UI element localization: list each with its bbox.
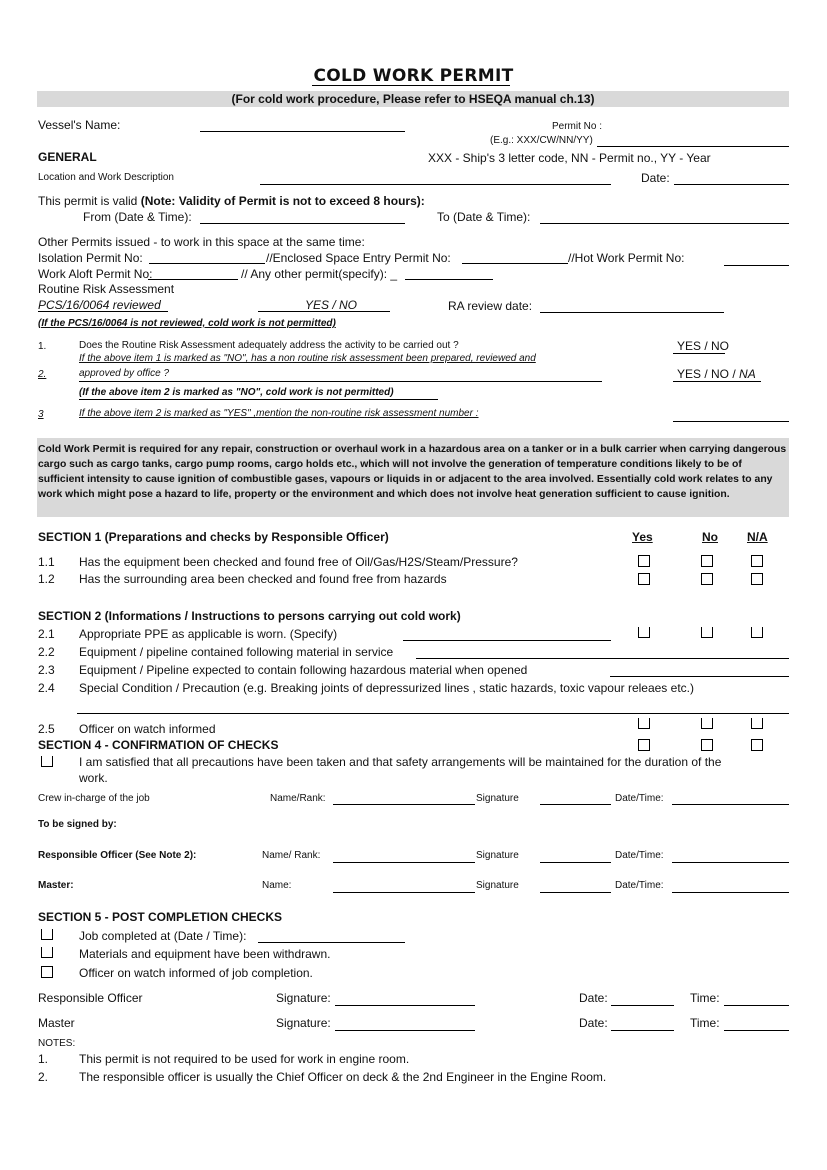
s2-item-text: Officer on watch informed [79, 722, 216, 736]
title-underline [312, 85, 510, 86]
valid-label: This permit is valid (Note: Validity of Permit is not to exceed 8 hours): [38, 194, 425, 208]
note-text: The responsible officer is usually the Chief Officer on deck & the 2nd Engineer in the Engine Room. [79, 1070, 607, 1084]
resp-name-rank-field[interactable] [333, 862, 475, 863]
q1-answer[interactable]: YES / NO [677, 339, 730, 353]
resp-datetime-field[interactable] [672, 862, 789, 863]
q2-note-underline [79, 399, 438, 400]
s2-item-number: 2.2 [38, 645, 55, 659]
master-datetime-label: Date/Time: [615, 880, 664, 891]
col-no-header: No [702, 530, 718, 544]
q3-text: If the above item 2 is marked as "YES" ,mention the non-routine risk assessment number : [79, 408, 479, 419]
crew-datetime-field[interactable] [672, 804, 789, 805]
s4-no-checkbox[interactable] [701, 739, 713, 751]
master-name-field[interactable] [333, 892, 475, 893]
ppe-field[interactable] [403, 640, 611, 641]
section2-title: SECTION 2 (Informations / Instructions to persons carrying out cold work) [38, 609, 461, 623]
master-name-label: Name: [262, 880, 292, 891]
col-yes-header: Yes [632, 530, 653, 544]
note-text: This permit is not required to be used for work in engine room. [79, 1052, 410, 1066]
crew-datetime-label: Date/Time: [615, 793, 664, 804]
pcs-yes-no-underline [258, 311, 390, 312]
oow-informed-label: Officer on watch informed of job completion. [79, 966, 313, 980]
from-label: From (Date & Time): [83, 210, 192, 224]
subtitle: (For cold work procedure, Please refer to HSEQA manual ch.13) [231, 92, 595, 106]
master-signature-field[interactable] [540, 892, 611, 893]
section1-title: SECTION 1 (Preparations and checks by Responsible Officer) [38, 530, 389, 544]
other-permits-intro: Other Permits issued - to work in this space at the same time: [38, 235, 365, 249]
q2-answer[interactable]: YES / NO / NA [677, 367, 756, 381]
s2-item-text: Equipment / Pipeline expected to contain following hazardous material when opened [79, 663, 528, 677]
confirmation-checkbox[interactable] [41, 756, 53, 767]
master-signature-label: Signature [476, 880, 519, 891]
job-completed-checkbox[interactable] [41, 929, 53, 940]
s2-item-number: 2.5 [38, 722, 55, 736]
permit-no-field[interactable] [597, 146, 789, 147]
q2-answer-underline [673, 381, 761, 382]
q2-note: (If the above item 2 is marked as "NO", cold work is not permitted) [79, 387, 394, 398]
s5-master-label: Master [38, 1016, 75, 1030]
pcs-reviewed-label: PCS/16/0064 reviewed [38, 298, 161, 312]
s1-item-text: Has the surrounding area been checked and found free from hazards [79, 572, 447, 586]
pcs-note: (If the PCS/16/0064 is not reviewed, cold work is not permitted) [38, 318, 336, 329]
enclosed-field[interactable] [462, 263, 568, 264]
s2-5-yes-checkbox[interactable] [638, 718, 650, 729]
s1-item-number: 1.1 [38, 555, 55, 569]
to-label: To (Date & Time): [437, 210, 531, 224]
confirmation-statement-cont: work. [79, 771, 108, 785]
crew-name-rank-label: Name/Rank: [270, 793, 326, 804]
notes-label: NOTES: [38, 1038, 76, 1049]
isolation-label: Isolation Permit No: [38, 251, 143, 265]
s1-2-yes-checkbox[interactable] [638, 573, 650, 585]
crew-signature-field[interactable] [540, 804, 611, 805]
s5-master-signature-label: Signature: [276, 1016, 331, 1030]
aloft-label: Work Aloft Permit No: [38, 267, 153, 281]
s1-2-no-checkbox[interactable] [701, 573, 713, 585]
col-na-header: N/A [747, 530, 768, 544]
s1-1-no-checkbox[interactable] [701, 555, 713, 567]
resp-signature-field[interactable] [540, 862, 611, 863]
s1-1-na-checkbox[interactable] [751, 555, 763, 567]
s2-5-no-checkbox[interactable] [701, 718, 713, 729]
hotwork-label: //Hot Work Permit No: [568, 251, 685, 265]
oow-informed-checkbox[interactable] [41, 966, 53, 978]
materials-withdrawn-checkbox[interactable] [41, 947, 53, 958]
s2-item-text: Appropriate PPE as applicable is worn. (Specify) [79, 627, 338, 641]
s5-resp-signature-label: Signature: [276, 991, 331, 1005]
permit-no-example: (E.g.: XXX/CW/NN/YY) [490, 135, 593, 146]
s1-item-number: 1.2 [38, 572, 55, 586]
s2-item-number: 2.1 [38, 627, 55, 641]
enclosed-label: //Enclosed Space Entry Permit No: [266, 251, 451, 265]
location-label: Location and Work Description [38, 172, 174, 183]
permit-code-hint: XXX - Ship's 3 letter code, NN - Permit no., YY - Year [428, 151, 711, 165]
s2-item-number: 2.4 [38, 681, 55, 695]
material-in-service-field[interactable] [416, 658, 789, 659]
pcs-reviewed-underline [38, 311, 168, 312]
resp-officer-label: Responsible Officer (See Note 2): [38, 850, 197, 861]
aloft-field[interactable] [148, 279, 238, 280]
s2-5-na-checkbox[interactable] [751, 718, 763, 729]
permit-no-label: Permit No : [552, 121, 603, 132]
s2-1-na-checkbox[interactable] [751, 627, 763, 638]
any-other-field[interactable] [405, 279, 493, 280]
s5-resp-date-field[interactable] [611, 1005, 674, 1006]
s5-master-date-field[interactable] [611, 1030, 674, 1031]
s5-resp-time-label: Time: [690, 991, 720, 1005]
date-field[interactable] [674, 184, 789, 185]
date-label: Date: [641, 171, 670, 185]
master-datetime-field[interactable] [672, 892, 789, 893]
crew-signature-label: Signature [476, 793, 519, 804]
crew-name-rank-field[interactable] [333, 804, 475, 805]
to-field[interactable] [540, 223, 789, 224]
page-title: COLD WORK PERMIT [313, 66, 514, 86]
s5-master-time-label: Time: [690, 1016, 720, 1030]
confirmation-statement: I am satisfied that all precautions have been taken and that safety arrangements will be maintained for the duration of the [79, 755, 722, 769]
pcs-yes-no[interactable]: YES / NO [305, 298, 358, 312]
s5-master-date-label: Date: [579, 1016, 608, 1030]
q2-underline [79, 381, 602, 382]
ra-review-date-field[interactable] [540, 312, 724, 313]
hazardous-material-field[interactable] [610, 676, 789, 677]
hotwork-field[interactable] [724, 265, 789, 266]
q2-line1: If the above item 1 is marked as "NO", has a non routine risk assessment been prepared, reviewed and [79, 353, 536, 364]
s4-na-checkbox[interactable] [751, 739, 763, 751]
s5-resp-officer-label: Responsible Officer [38, 991, 143, 1005]
isolation-field[interactable] [149, 263, 265, 264]
special-condition-field[interactable] [77, 713, 789, 714]
vessel-name-label: Vessel's Name: [38, 118, 121, 132]
q1-answer-underline [673, 353, 725, 354]
q3-number: 3 [38, 409, 44, 420]
s2-item-text: Special Condition / Precaution (e.g. Breaking joints of depressurized lines , static hazards, toxic vapour releaes etc.) [79, 681, 694, 695]
s5-resp-signature-field[interactable] [335, 1005, 475, 1006]
q1-number: 1. [38, 341, 47, 352]
s1-2-na-checkbox[interactable] [751, 573, 763, 585]
q3-field[interactable] [673, 421, 789, 422]
vessel-name-field[interactable] [200, 131, 405, 132]
s5-resp-time-field[interactable] [724, 1005, 789, 1006]
crew-label: Crew in-charge of the job [38, 793, 150, 804]
s2-1-no-checkbox[interactable] [701, 627, 713, 638]
s5-resp-date-label: Date: [579, 991, 608, 1005]
s2-item-number: 2.3 [38, 663, 55, 677]
s1-item-text: Has the equipment been checked and found free of Oil/Gas/H2S/Steam/Pressure? [79, 555, 518, 569]
location-field[interactable] [260, 184, 611, 185]
resp-name-rank-label: Name/ Rank: [262, 850, 321, 861]
s2-item-text: Equipment / pipeline contained following material in service [79, 645, 394, 659]
note-number: 2. [38, 1070, 49, 1084]
resp-datetime-label: Date/Time: [615, 850, 664, 861]
s5-master-signature-field[interactable] [335, 1030, 475, 1031]
note-number: 1. [38, 1052, 49, 1066]
general-heading: GENERAL [38, 150, 97, 164]
section5-title: SECTION 5 - POST COMPLETION CHECKS [38, 910, 283, 924]
job-completed-label: Job completed at (Date / Time): [79, 929, 247, 943]
routine-ra-label: Routine Risk Assessment [38, 282, 175, 296]
s2-1-yes-checkbox[interactable] [638, 627, 650, 638]
to-be-signed-label: To be signed by: [38, 819, 117, 830]
materials-withdrawn-label: Materials and equipment have been withdrawn. [79, 947, 331, 961]
q1-text: Does the Routine Risk Assessment adequately address the activity to be carried out ? [79, 340, 459, 351]
section4-title: SECTION 4 - CONFIRMATION OF CHECKS [38, 738, 279, 752]
info-text: Cold Work Permit is required for any repair, construction or overhaul work in a hazardous area on a tanker or in a bulk carrier when carrying dangerous cargo such as cargo tanks, cargo pump rooms, cargo holds etc., which will not involve the generation of temperature conditions likely to be of sufficient intensity to cause ignition of combustible gases, vapours or liquids in or adjacent to the area involved. Essentially cold work relates to any work which might pose a hazard to life, property or the environment and which does not involve heat generation sufficient to cause ignition. [38, 444, 787, 500]
q2-number: 2. [38, 369, 47, 380]
job-completed-field[interactable] [258, 942, 405, 943]
s4-yes-checkbox[interactable] [638, 739, 650, 751]
ra-review-date-label: RA review date: [448, 299, 533, 313]
q2-line2: approved by office ? [79, 368, 170, 379]
from-field[interactable] [200, 223, 405, 224]
master-label: Master: [38, 880, 74, 891]
resp-signature-label: Signature [476, 850, 519, 861]
any-other-label: // Any other permit(specify): _ [241, 267, 398, 281]
s1-1-yes-checkbox[interactable] [638, 555, 650, 567]
s5-master-time-field[interactable] [724, 1030, 789, 1031]
